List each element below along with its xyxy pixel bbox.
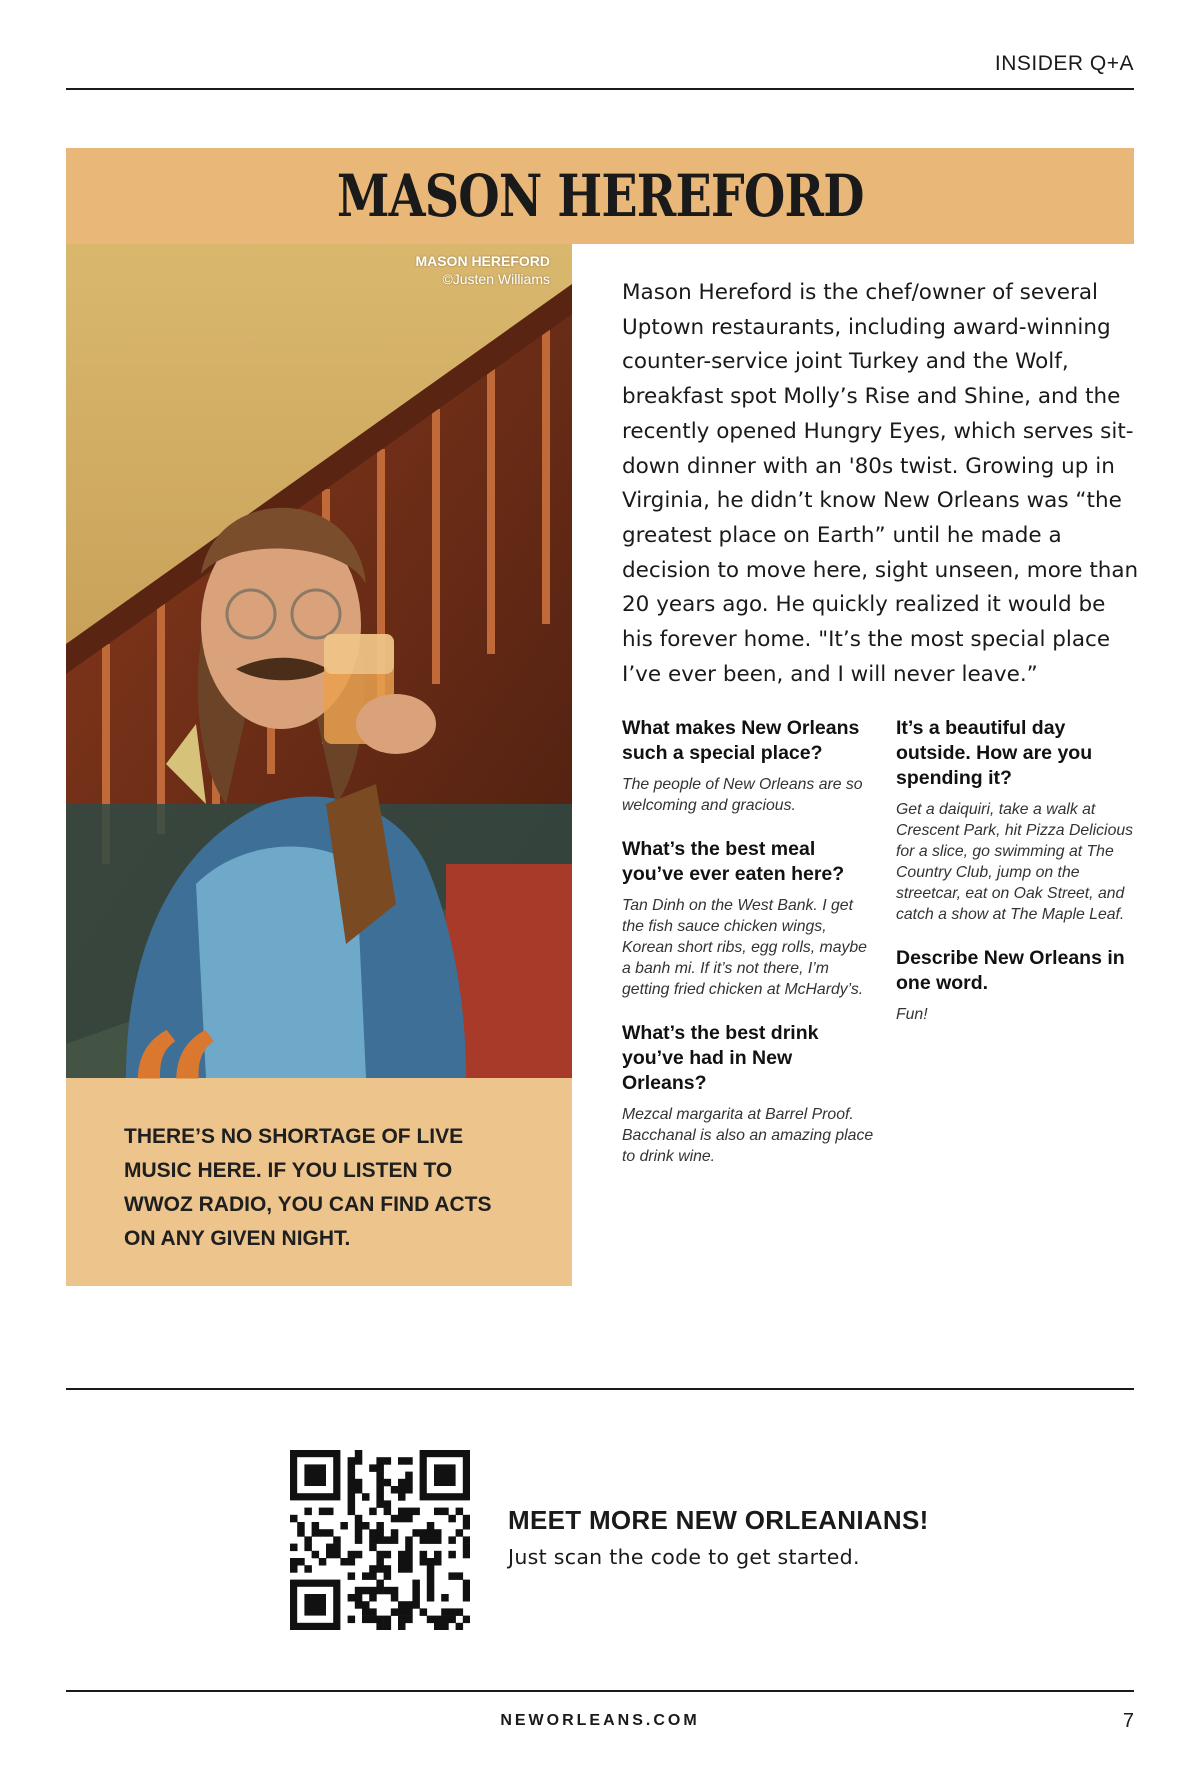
qa-answer: Tan Dinh on the West Bank. I get the fish sauce chicken wings, Korean short ribs, egg rolls, maybe a banh mi. If it’s not there, I’m getting fried chicken at McHardy’s. [622,897,867,998]
qa-answer: The people of New Orleans are so welcoming and gracious. [622,776,863,814]
cta-subtext: Just scan the code to get started. [508,1545,860,1569]
qa-item [622,716,877,816]
pullquote-box [66,997,572,1286]
qa-item [896,946,1136,1025]
quote-mark-icon: “ [126,997,224,1197]
photo-caption-credit: ©Justen Williams [442,271,550,287]
qr-code[interactable] [290,1450,470,1630]
page-number: 7 [1122,1710,1134,1732]
qr-code-icon [290,1450,470,1630]
qa-answer: Get a daiquiri, take a walk at Crescent Park, hit Pizza Delicious for a slice, go swimming at The Country Club, jump on the streetcar, eat on Oak Street, and catch a show at The Maple Leaf. [896,801,1134,923]
qa-question: What’s the best drink you’ve had in New Orleans? [622,1022,819,1094]
header-rule [66,88,1134,90]
qa-answer: Fun! [896,1006,928,1023]
qa-item [622,837,877,1000]
qa-question: What’s the best meal you’ve ever eaten here? [622,838,845,885]
qa-item [622,1021,877,1167]
qa-column-right [896,716,1136,1046]
footer-site-link[interactable]: NEWORLEANS.COM [500,1712,700,1729]
portrait-illustration [66,244,572,1078]
section-label: INSIDER Q+A [994,52,1134,75]
section-divider [66,1388,1134,1390]
qa-answer: Mezcal margarita at Barrel Proof. Bacchanal is also an amazing place to drink wine. [622,1106,874,1165]
intro-paragraph: Mason Hereford is the chef/owner of several Uptown restaurants, including award-winning counter-service joint Turkey and the Wolf, breakfast spot Molly’s Rise and Shine, and the recently opened Hungry Eyes, which serves sit-down dinner with an '80s twist. Growing up in Virginia, he didn’t know New Orleans was “the greatest place on Earth” until he made a decision to move here, sight unseen, more than 20 years ago. He quickly realized it would be his forever home. "It’s the most special place I’ve ever been, and I will never leave.” [622,280,1139,687]
page-title: MASON HEREFORD [336,162,864,230]
photo-credit [415,252,550,288]
qa-question: What makes New Orleans such a special place? [622,717,860,764]
qa-question: Describe New Orleans in one word. [896,947,1125,994]
qa-question: It’s a beautiful day outside. How are you spending it? [896,717,1093,789]
pullquote-text: THERE’S NO SHORTAGE OF LIVE MUSIC HERE. IF YOU LISTEN TO WWOZ RADIO, YOU CAN FIND ACTS ON ANY GIVEN NIGHT. [124,1125,492,1250]
qa-item [896,716,1136,925]
portrait-photo [66,244,572,1078]
title-banner [66,148,1134,244]
cta-heading: MEET MORE NEW ORLEANIANS! [508,1505,929,1535]
footer-rule [66,1690,1134,1692]
qa-column-left [622,716,877,1188]
photo-caption-name: MASON HEREFORD [415,253,550,269]
